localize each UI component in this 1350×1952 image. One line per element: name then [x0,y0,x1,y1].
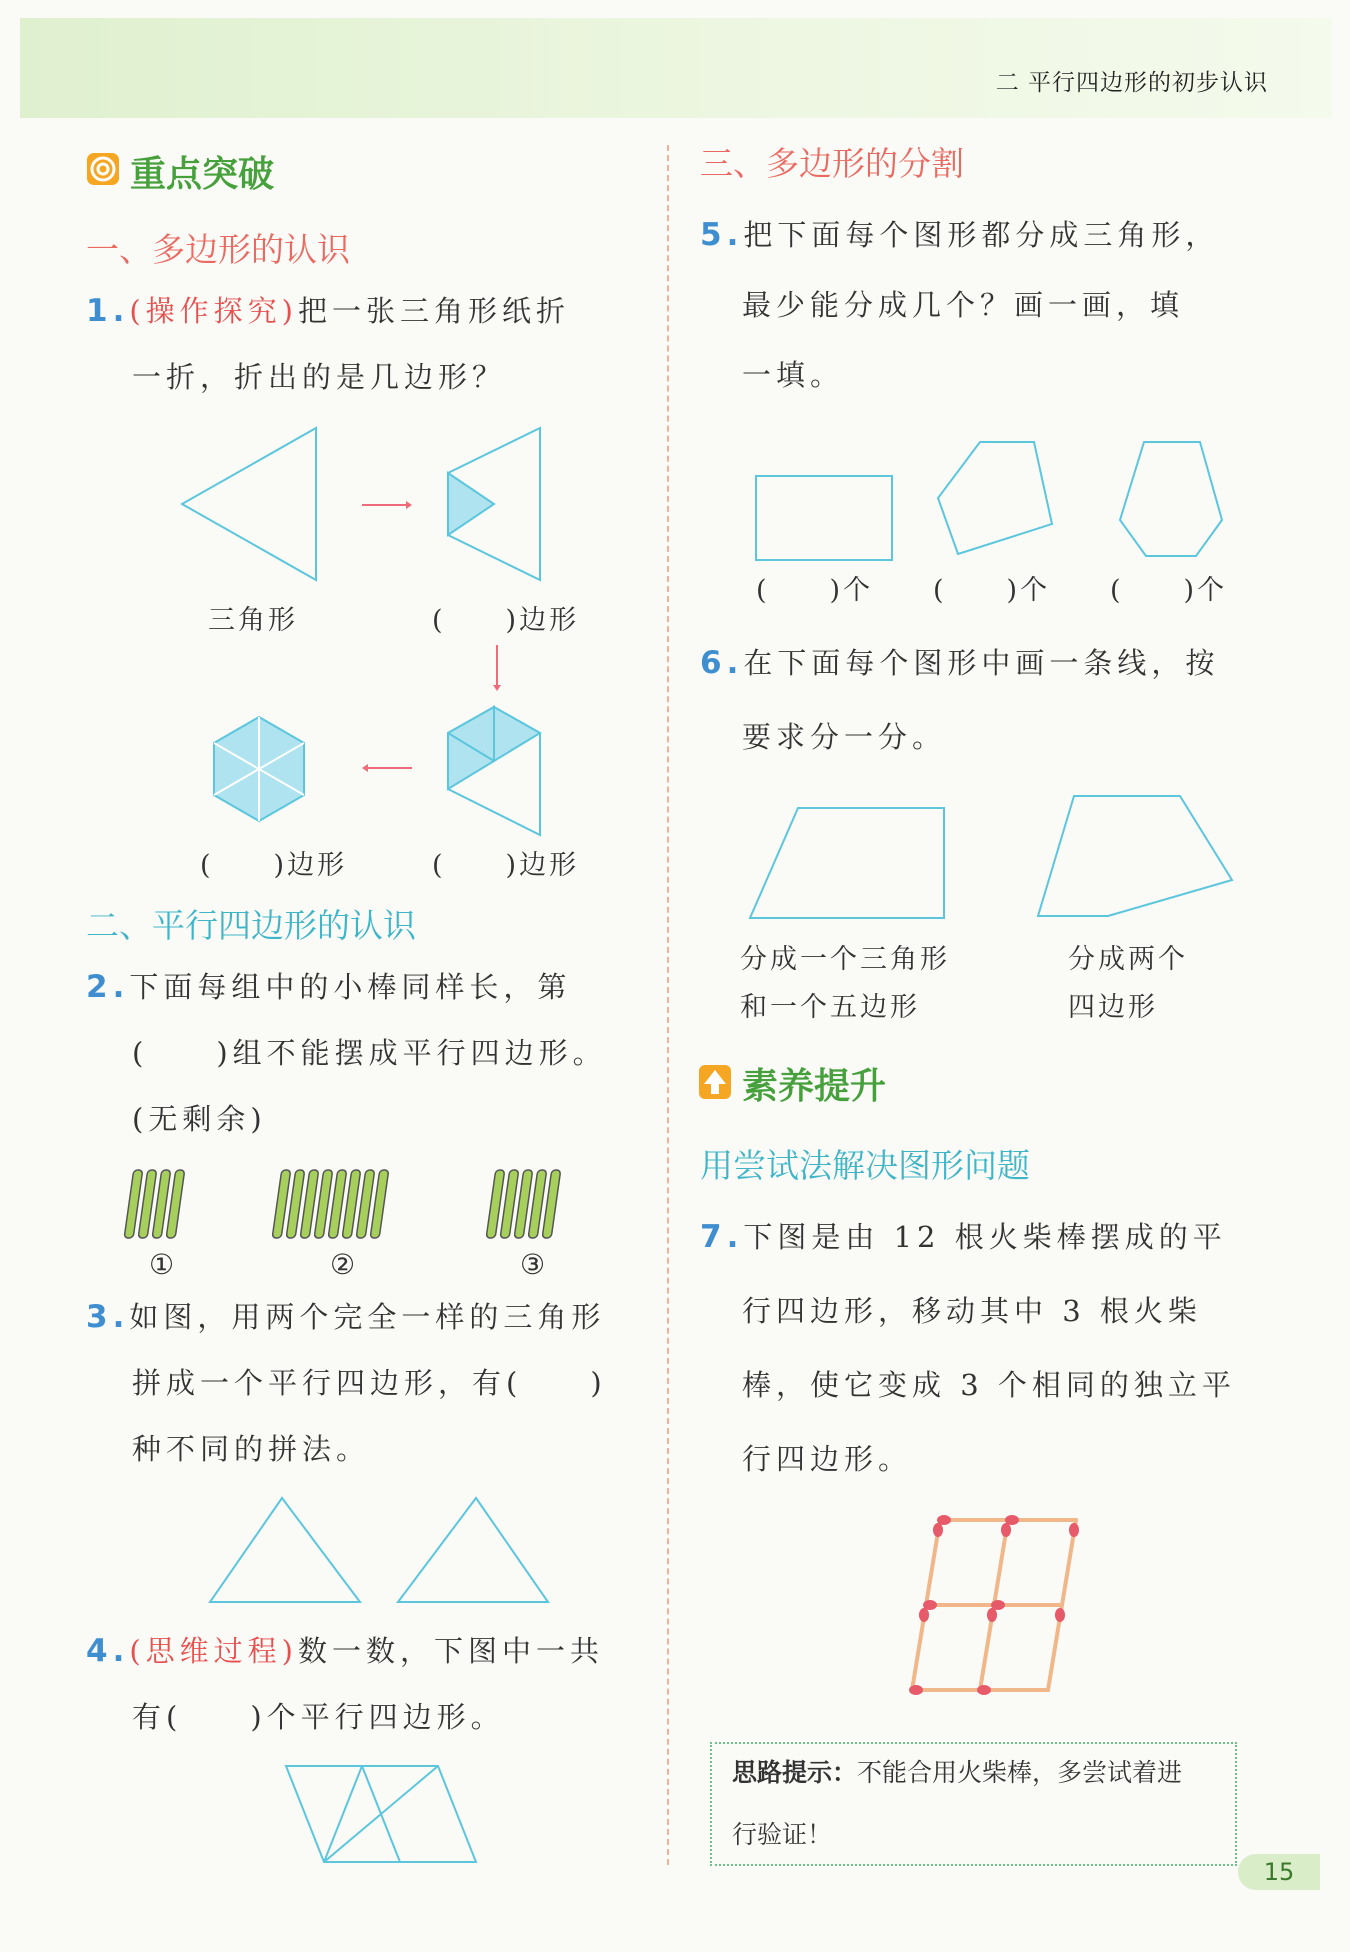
hint-line: 不能合用火柴棒，多尝试着进 [857,1758,1183,1787]
question-number: 7. [700,1219,744,1255]
double-folded-figure [446,705,546,837]
column-divider [667,145,669,1865]
subsection-trial-method: 用尝试法解决图形问题 [700,1146,1030,1185]
caption-line: 四边形 [1068,992,1158,1023]
question-5 [700,202,1219,408]
answer-blank-q5-3: ( )个 [1110,575,1228,606]
question-number: 3. [86,1299,130,1335]
question-number: 4. [86,1633,130,1669]
parallelograms-figure [284,1764,479,1866]
matchstick-figure [896,1510,1096,1695]
subsection-polygon-split: 三、多边形的分割 [700,144,964,183]
hint-label: 思路提示： [732,1758,858,1787]
question-text: 棒，使它变成 3 个相同的独立平 [742,1368,1236,1402]
question-text: 把下面每个图形都分成三角形， [743,218,1220,252]
arrow-right-icon [362,500,412,510]
question-text: 把一张三角形纸折 [298,294,571,328]
question-text: 下面每组中的小棒同样长，第 [129,970,572,1004]
question-number: 6. [700,645,744,681]
question-text: 要求分一分。 [742,720,947,754]
question-text: 有( )个平行四边形。 [132,1700,505,1734]
question-tag: (思维过程) [129,1634,298,1668]
caption-line: 分成一个三角形 [740,944,950,975]
triangle-figure [180,425,320,585]
question-number: 5. [700,217,744,253]
triangle-label: 三角形 [208,605,298,636]
answer-blank-q5-2: ( )个 [933,575,1051,606]
question-text: 行四边形。 [742,1442,913,1476]
question-text: 下图是由 12 根火柴棒摆成的平 [743,1220,1227,1254]
question-number: 2. [86,969,130,1005]
question-tag: (操作探究) [129,294,298,328]
subsection-polygon: 一、多边形的认识 [86,230,350,269]
question-text: 行四边形，移动其中 3 根火柴 [742,1294,1202,1328]
question-text: 如图，用两个完全一样的三角形 [129,1300,606,1334]
question-4 [86,1618,604,1750]
question-3 [86,1284,607,1482]
question-text: 最少能分成几个？画一画，填 [742,288,1185,322]
answer-blank-polygon-2: ( )边形 [432,850,580,881]
caption-line: 分成两个 [1068,944,1188,975]
question-text: 在下面每个图形中画一条线，按 [743,646,1220,680]
question-number: 1. [86,293,130,329]
triangles-figure [208,1496,553,1606]
q6-caption-right [1068,936,1188,1032]
hexagon-figure [212,715,307,823]
question-2 [86,954,607,1152]
stick-group-3 [486,1168,586,1244]
section-title-improve: 素养提升 [742,1066,887,1107]
answer-blank-q5-1: ( )个 [756,575,874,606]
question-text: 数一数，下图中一共 [298,1634,605,1668]
q5-shapes [752,438,1252,563]
hint-text [732,1742,1182,1866]
group-label-3: ③ [520,1248,546,1281]
page-number: 15 [1238,1854,1320,1890]
focus-icon [86,152,120,186]
stick-group-2 [272,1168,422,1244]
question-6 [700,630,1219,778]
arrow-down-icon [492,645,502,691]
q6-shapes [748,792,1238,922]
q6-caption-left [740,936,950,1032]
question-1 [86,278,570,410]
question-text: 种不同的拼法。 [132,1432,371,1466]
hint-line: 行验证！ [732,1820,833,1849]
folded-triangle-figure [446,425,546,585]
group-label-2: ② [330,1248,356,1281]
subsection-parallelogram: 二、平行四边形的认识 [86,906,416,945]
question-text: ( )组不能摆成平行四边形。 [132,1036,607,1070]
question-text: 一折，折出的是几边形？ [132,360,507,394]
section-title-focus: 重点突破 [130,154,275,195]
answer-blank-polygon-1: ( )边形 [432,605,580,636]
rise-icon [698,1064,732,1100]
question-text: 一填。 [742,358,845,392]
group-label-1: ① [149,1248,175,1281]
question-text: (无剩余) [132,1102,267,1136]
arrow-left-icon [362,763,412,773]
chapter-title: 二 平行四边形的初步认识 [995,70,1268,96]
question-text: 拼成一个平行四边形，有( ) [132,1366,607,1400]
answer-blank-polygon-3: ( )边形 [200,850,348,881]
caption-line: 和一个五边形 [740,992,920,1023]
question-7 [700,1200,1236,1496]
stick-group-1 [126,1168,206,1244]
